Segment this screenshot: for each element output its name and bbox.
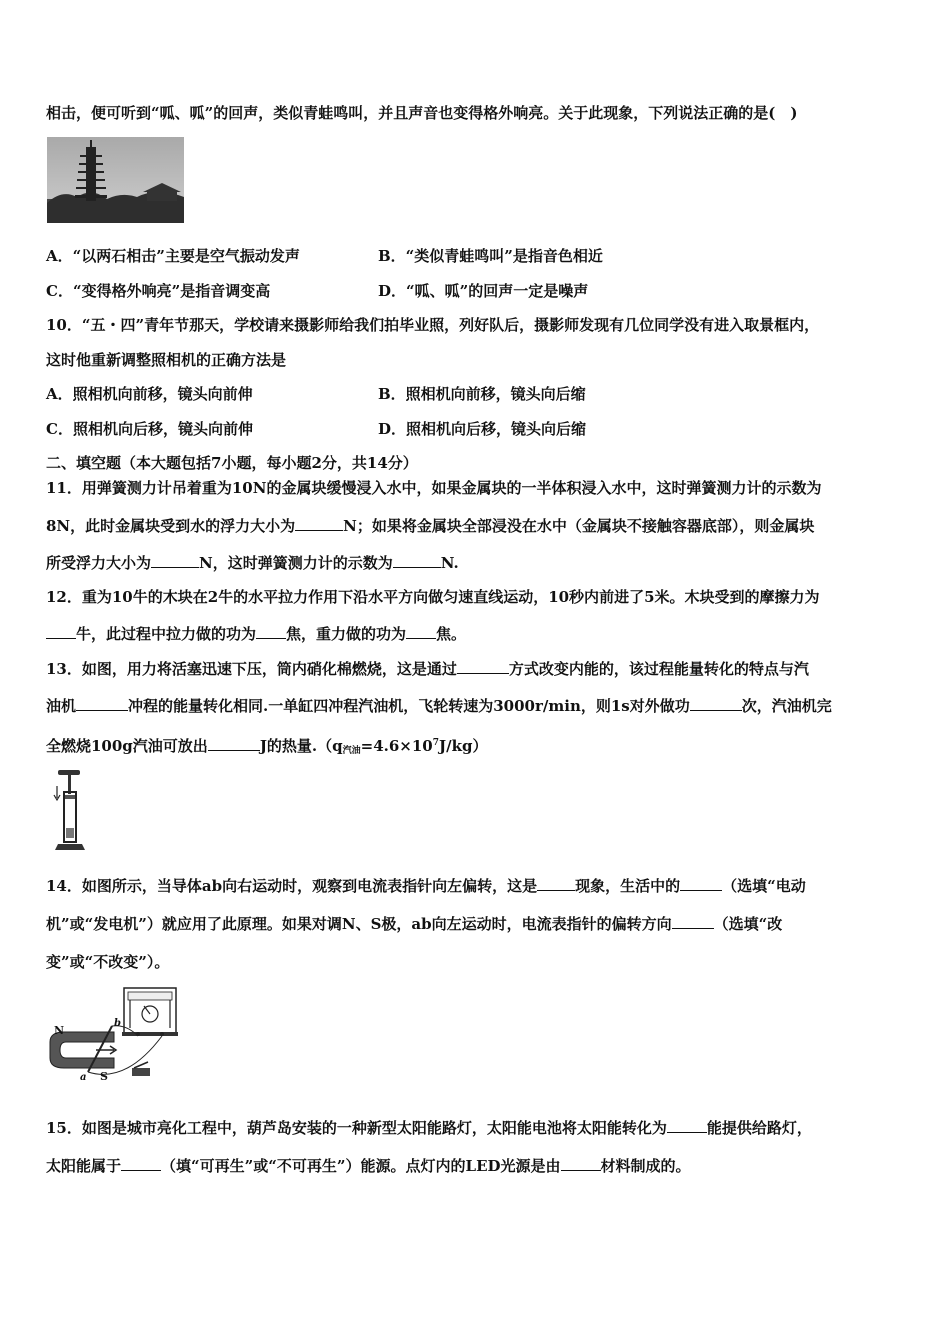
q13-text: J/kg） bbox=[439, 737, 488, 755]
q11-blank-2[interactable] bbox=[151, 553, 199, 568]
q9-option-a[interactable]: A．“以两石相击”主要是空气振动发声 bbox=[46, 247, 300, 265]
q14-text: （选填“电动 bbox=[722, 877, 806, 895]
q15-text: 能提供给路灯， bbox=[706, 1119, 812, 1137]
q10-stem-line2: 这时他重新调整照相机的正确方法是 bbox=[46, 351, 287, 369]
q13-line2 bbox=[46, 696, 832, 716]
q12-blank-2[interactable] bbox=[256, 624, 286, 639]
q14-line3: 变”或“不改变”）。 bbox=[46, 953, 170, 971]
q12-text: 牛，此过程中拉力做的功为 bbox=[76, 625, 257, 643]
q11-text: 所受浮力大小为 bbox=[46, 554, 152, 572]
q10-option-c[interactable]: C．照相机向后移，镜头向前伸 bbox=[46, 420, 253, 438]
q14-text: 现象，生活中的 bbox=[575, 877, 681, 895]
magnet-n-label: N bbox=[54, 1024, 65, 1037]
q10-option-d[interactable]: D．照相机向后移，镜头向后缩 bbox=[378, 420, 587, 438]
q14-text: 14．如图所示，当导体ab向右运动时，观察到电流表指针向左偏转，这是 bbox=[46, 877, 538, 895]
q15-line1 bbox=[46, 1118, 812, 1138]
q13-text: =4.6×10 bbox=[360, 737, 433, 755]
q15-blank-2[interactable] bbox=[121, 1156, 161, 1171]
q11-text: N. bbox=[440, 554, 459, 572]
q13-text: 油机 bbox=[46, 697, 77, 715]
q14-blank-1[interactable] bbox=[537, 876, 575, 891]
q14-line1 bbox=[46, 876, 806, 896]
q14-blank-2[interactable] bbox=[680, 876, 722, 891]
q12-blank-1[interactable] bbox=[46, 624, 76, 639]
q13-text: 13．如图，用力将活塞迅速下压，筒内硝化棉燃烧，这是通过 bbox=[46, 660, 457, 678]
q9-option-b[interactable]: B．“类似青蛙鸣叫”是指音色相近 bbox=[378, 247, 603, 265]
q9-stem: 相击，便可听到“呱、呱”的回声，类似青蛙鸣叫，并且声音也变得格外响亮。关于此现象，下列说法正确的是( ) bbox=[46, 104, 798, 122]
q12-line1: 12．重为10牛的木块在2牛的水平拉力作用下沿水平方向做匀速直线运动，10秒内前进了5米。木块受到的摩擦力为 bbox=[46, 588, 820, 606]
q14-line2 bbox=[46, 914, 782, 934]
q14-text: （选填“改 bbox=[713, 915, 783, 933]
q13-text: J的热量.（q bbox=[259, 737, 343, 755]
q10-option-a[interactable]: A．照相机向前移，镜头向前伸 bbox=[46, 385, 253, 403]
q15-text: 材料制成的。 bbox=[600, 1157, 691, 1175]
conductor-b-label: b bbox=[114, 1018, 121, 1029]
q13-line3 bbox=[46, 733, 487, 759]
q13-text: 次，汽油机完 bbox=[741, 697, 832, 715]
magnet-s-label: S bbox=[100, 1070, 108, 1083]
piston-cylinder-figure bbox=[52, 768, 88, 852]
q11-text: 8N，此时金属块受到水的浮力大小为 bbox=[46, 517, 296, 535]
q14-text: 机”或“发电机”）就应用了此原理。如果对调N、S极，ab向左运动时，电流表指针的偏转方向 bbox=[46, 915, 672, 933]
q14-blank-3[interactable] bbox=[672, 914, 714, 929]
q13-blank-4[interactable] bbox=[208, 736, 260, 751]
q13-blank-1[interactable] bbox=[457, 659, 509, 674]
q15-text: 15．如图是城市亮化工程中，葫芦岛安装的一种新型太阳能路灯，太阳能电池将太阳能转化为 bbox=[46, 1119, 667, 1137]
q13-blank-3[interactable] bbox=[690, 696, 742, 711]
q11-line2 bbox=[46, 516, 814, 536]
q11-line1: 11．用弹簧测力计吊着重为10N的金属块缓慢浸入水中，如果金属块的一半体积浸入水中，这时弹簧测力计的示数为 bbox=[46, 479, 822, 497]
q15-text: 太阳能属于 bbox=[46, 1157, 122, 1175]
q11-line3 bbox=[46, 553, 459, 573]
q15-blank-3[interactable] bbox=[561, 1156, 601, 1171]
q11-blank-3[interactable] bbox=[393, 553, 441, 568]
q11-text: N；如果将金属块全部浸没在水中（金属块不接触容器底部），则金属块 bbox=[343, 517, 815, 535]
q13-line1 bbox=[46, 659, 809, 679]
q12-line2 bbox=[46, 624, 466, 644]
q15-line2 bbox=[46, 1156, 691, 1176]
q9-option-c[interactable]: C．“变得格外响亮”是指音调变高 bbox=[46, 282, 271, 300]
q12-text: 焦，重力做的功为 bbox=[286, 625, 407, 643]
induction-apparatus-figure bbox=[46, 984, 186, 1086]
pagoda-photo bbox=[47, 137, 184, 223]
q15-blank-1[interactable] bbox=[667, 1118, 707, 1133]
q13-blank-2[interactable] bbox=[76, 696, 128, 711]
q13-text: 全燃烧100g汽油可放出 bbox=[46, 737, 208, 755]
section-heading-fill-in: 二、填空题（本大题包括7小题，每小题2分，共14分） bbox=[46, 454, 418, 472]
q15-text: （填“可再生”或“不可再生”）能源。点灯内的LED光源是由 bbox=[161, 1157, 561, 1175]
q9-option-d[interactable]: D．“呱、呱”的回声一定是噪声 bbox=[378, 282, 589, 300]
q13-text: 冲程的能量转化相同.一单缸四冲程汽油机，飞轮转速为3000r/min，则1s对外做功 bbox=[128, 697, 690, 715]
q13-text: 方式改变内能的，该过程能量转化的特点与汽 bbox=[508, 660, 809, 678]
q10-stem-line1: 10．“五・四”青年节那天，学校请来摄影师给我们拍毕业照，列好队后，摄影师发现有几位同学没有进入取景框内， bbox=[46, 316, 820, 334]
q11-text: N，这时弹簧测力计的示数为 bbox=[199, 554, 393, 572]
q10-option-b[interactable]: B．照相机向前移，镜头向后缩 bbox=[378, 385, 586, 403]
q12-blank-3[interactable] bbox=[406, 624, 436, 639]
q13-superscript: 7 bbox=[432, 738, 440, 748]
q12-text: 焦。 bbox=[436, 625, 467, 643]
q13-subscript: 汽油 bbox=[342, 746, 361, 756]
q11-blank-1[interactable] bbox=[295, 516, 343, 531]
conductor-a-label: a bbox=[80, 1072, 87, 1083]
